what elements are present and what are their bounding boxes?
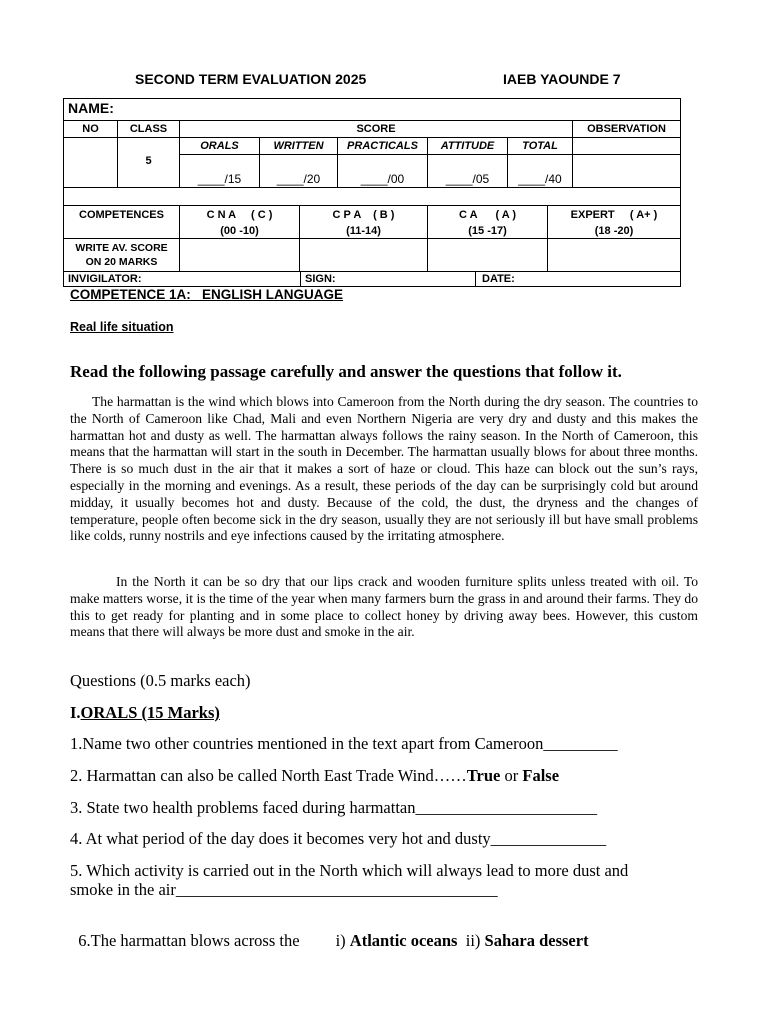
total-header: TOTAL [507,137,572,154]
competence-title: COMPETENCE 1A: ENGLISH LANGUAGE [70,287,344,302]
attitude-score: ____/05 [427,154,507,187]
level-ca-range: (15 -17) [468,225,507,237]
observation-cell [572,137,680,187]
question-2-or: or [500,766,523,785]
orals-header: ORALS [179,137,259,154]
name-label: NAME: [68,100,114,116]
level-ca-code: C A ( A ) [458,209,517,221]
class-cell: 5 [117,137,179,187]
school-name: IAEB YAOUNDE 7 [503,71,621,87]
level-cpa-code: C P A ( B ) [332,209,395,221]
level-cpa [299,205,427,238]
practicals-header: PRACTICALS [337,137,427,154]
av-ca-cell[interactable] [427,238,547,271]
score-table [63,98,681,287]
section-title: ORALS (15 Marks) [80,703,220,722]
sign-label: SIGN: [300,271,475,286]
write-av-label [64,238,179,271]
question-1: 1.Name two other countries mentioned in the text apart from Cameroon_________ [70,734,618,753]
competences-label: COMPETENCES [64,205,179,238]
col-score-header: SCORE [179,120,572,137]
question-6-opt2: Sahara dessert [484,931,589,950]
question-5-line-2: smoke in the air_______________________________________ [70,880,498,899]
av-cna-cell[interactable] [179,238,299,271]
av-expert-cell[interactable] [547,238,680,271]
question-2-text: 2. Harmattan can also be called North East Trade Wind…… [70,766,467,785]
date-label: DATE: [475,271,680,286]
practicals-score: ____/00 [337,154,427,187]
level-cna-code: C N A ( C ) [206,209,273,221]
level-cna [179,205,299,238]
question-2 [70,766,559,785]
level-cpa-range: (11-14) [346,225,381,237]
written-header: WRITTEN [259,137,337,154]
write-av-line2: ON 20 MARKS [85,256,158,268]
level-expert-range: (18 -20) [594,225,634,237]
observation-divider [572,154,680,155]
question-5-line-1: 5. Which activity is carried out in the North which will always lead to more dust and [70,861,629,880]
total-score: ____/40 [507,154,572,187]
question-4: 4. At what period of the day does it becomes very hot and dusty______________ [70,829,607,848]
question-6-opt2-prefix: ii) [457,931,485,950]
orals-score: ____/15 [179,154,259,187]
questions-intro: Questions (0.5 marks each) [70,671,251,690]
question-3: 3. State two health problems faced during harmattan______________________ [70,798,597,817]
section-heading [70,703,220,722]
av-cpa-cell[interactable] [299,238,427,271]
col-observation-header: OBSERVATION [572,120,680,137]
question-2-true: True [466,766,501,785]
question-2-false: False [522,766,560,785]
level-expert-code: EXPERT ( A+ ) [570,209,658,221]
level-expert [547,205,680,238]
empty-row [64,187,680,205]
section-prefix: I. [70,703,81,722]
real-life-heading: Real life situation [70,320,174,334]
no-cell [64,137,117,187]
passage-paragraph-2: In the North it can be so dry that our lips crack and wooden furniture splits unless treated with oil. To make matters worse, it is the time of the year when many farmers burn the grass in and around their farms. They do this to get ready for planting and in some place to collect honey by driving away bees. However, this custom means that there will always be more dust and smoke in the air. [70,574,698,640]
exam-title: SECOND TERM EVALUATION 2025 [135,71,367,87]
question-6-opt1: Atlantic oceans [349,931,458,950]
passage-paragraph-1: The harmattan is the wind which blows into Cameroon from the North during the dry season. The countries to the North of Cameroon like Chad, Mali and even Northern Nigeria are very dry and dusty and this makes the harmattan hot and dusty as well. The harmattan always follows the rainy season. In the North of Cameroon, this means that the harmattan will start in the south in December. The harmattan usually blows for about three months. There is so much dust in the air that it makes a sort of haze or cloud. This haze can block out the sun’s rays, especially in the morning and evenings. As a result, these periods of the day can be surprisingly cold but around midday, it usually becomes hot and dusty. Because of the cold, the dust, the dryness and the changes of temperature, people often become sick in the dry season, usually they are not seriously ill but have small problems like colds, runny nostrils and eye infections caused by the irritating atmosphere. [70,394,698,544]
write-av-line1: WRITE AV. SCORE [75,242,168,254]
instruction: Read the following passage carefully and answer the questions that follow it. [70,362,622,381]
level-ca [427,205,547,238]
question-6 [70,912,589,950]
question-6-opt1-prefix: i) [335,931,350,950]
invigilator-label: INVIGILATOR: [64,271,300,286]
level-cna-range: (00 -10) [220,225,259,237]
col-class-header: CLASS [117,120,179,137]
col-no-header: NO [64,120,117,137]
written-score: ____/20 [259,154,337,187]
attitude-header: ATTITUDE [427,137,507,154]
question-6-text: 6.The harmattan blows across the [78,931,300,950]
